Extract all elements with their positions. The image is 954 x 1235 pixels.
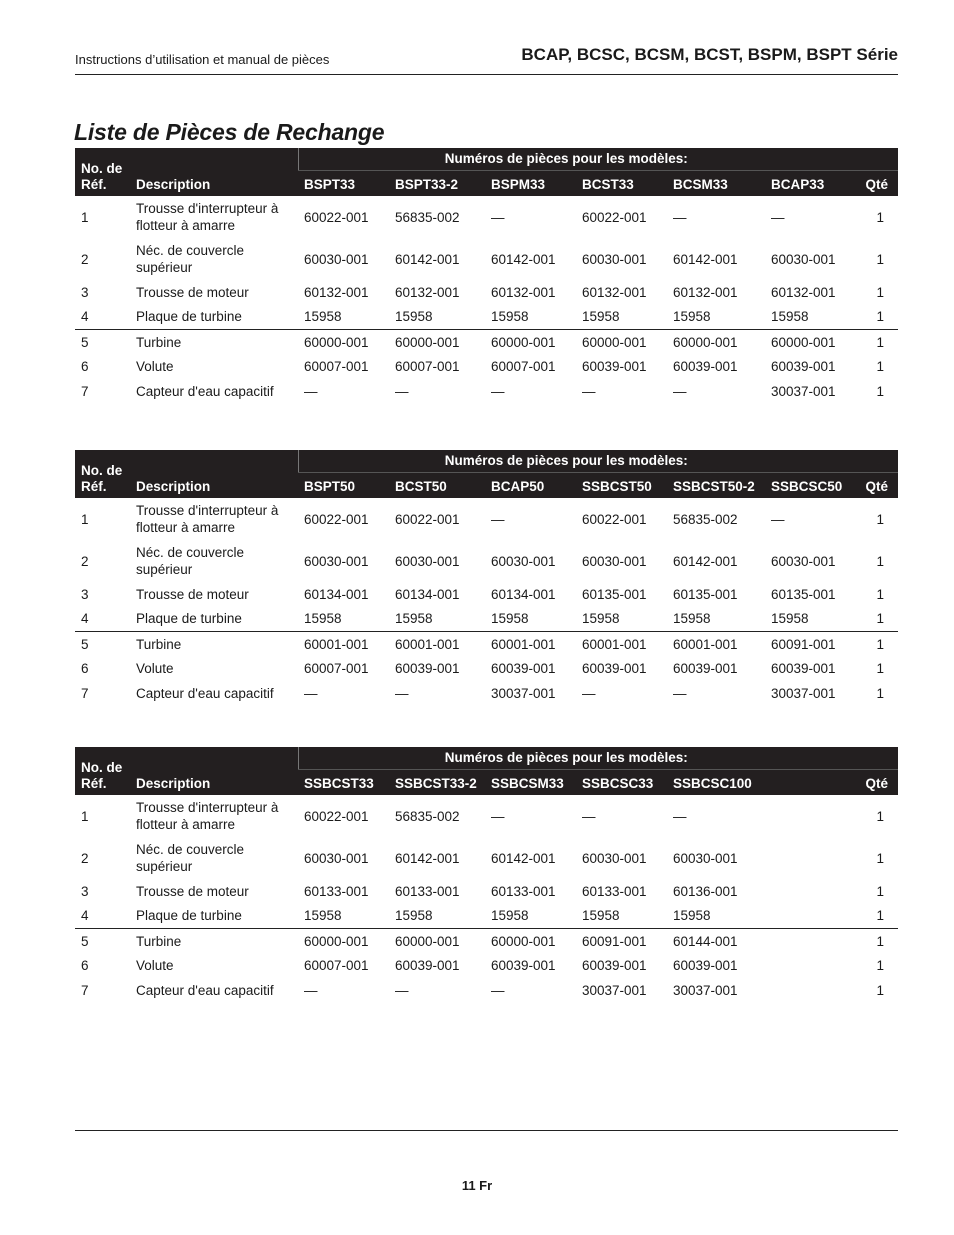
part-number-cell: 30037-001: [582, 982, 647, 998]
part-number-cell: 60039-001: [673, 958, 738, 974]
part-number-cell: 60142-001: [673, 553, 738, 569]
part-number-cell: 60039-001: [582, 958, 647, 974]
description-cell: Néc. de couvercle supérieur: [136, 545, 245, 577]
quantity-cell: 1: [876, 383, 884, 399]
model-column-header: [765, 770, 855, 796]
part-number-cell: 60144-001: [667, 929, 765, 954]
quantity-cell: 1: [876, 958, 884, 974]
model-column-header: SSBCST33-2: [389, 770, 485, 796]
ref-number-cell: 3: [81, 883, 89, 899]
part-number-cell: 30037-001: [771, 383, 836, 399]
part-number-cell: 60132-001: [395, 284, 460, 300]
quantity-cell: 1: [876, 808, 884, 824]
description-cell: Capteur d'eau capacitif: [136, 383, 274, 399]
quantity-cell: 1: [876, 661, 884, 677]
model-column-header: SSBCSC33: [576, 770, 667, 796]
quantity-cell: 1: [876, 511, 884, 527]
part-number-cell: 60134-001: [491, 586, 556, 602]
model-column-header: BCAP50: [485, 473, 576, 499]
part-number-cell: [765, 795, 855, 837]
part-number-cell: —: [304, 982, 318, 998]
part-number-cell: 60039-001: [395, 661, 460, 677]
header-divider: [75, 74, 898, 75]
model-column-header: BSPT33-2: [389, 171, 485, 197]
description-cell: Volute: [136, 958, 174, 974]
part-number-cell: 60132-001: [673, 284, 738, 300]
model-column-header: BSPM33: [485, 171, 576, 197]
part-number-cell: [765, 929, 855, 954]
part-number-cell: 60030-001: [491, 553, 556, 569]
part-number-cell: —: [673, 209, 687, 225]
table-row: [75, 607, 898, 632]
quantity-cell: 1: [876, 908, 884, 924]
part-number-cell: 60142-001: [491, 850, 556, 866]
description-cell: Capteur d'eau capacitif: [136, 982, 274, 998]
part-number-cell: 60091-001: [765, 632, 855, 657]
part-number-cell: 15958: [582, 908, 620, 924]
quantity-cell: 1: [876, 685, 884, 701]
quantity-cell: 1: [876, 883, 884, 899]
ref-header-line-2: Réf.: [81, 776, 107, 791]
part-number-cell: 60000-001: [485, 330, 576, 355]
description-cell: Volute: [136, 661, 174, 677]
part-number-cell: 60007-001: [491, 359, 556, 375]
model-column-header: SSBCSC50: [765, 473, 855, 499]
part-number-cell: 15958: [582, 309, 620, 325]
ref-header-line-1: No. de: [81, 161, 123, 176]
ref-number-cell: 1: [81, 808, 89, 824]
part-number-cell: 60000-001: [298, 929, 389, 954]
part-number-cell: [765, 837, 855, 879]
part-number-cell: 60000-001: [667, 330, 765, 355]
part-number-cell: 60001-001: [298, 632, 389, 657]
table-row: [75, 582, 898, 607]
description-cell: Néc. de couvercle supérieur: [136, 842, 245, 874]
part-number-cell: 60039-001: [673, 661, 738, 677]
part-number-cell: 60030-001: [395, 553, 460, 569]
part-number-cell: 60001-001: [576, 632, 667, 657]
quantity-cell: 1: [876, 553, 884, 569]
ref-header-line-1: No. de: [81, 463, 123, 478]
table-row: [75, 305, 898, 330]
ref-number-cell: 2: [81, 251, 89, 267]
part-number-cell: 60135-001: [771, 586, 836, 602]
quantity-cell: 1: [876, 209, 884, 225]
part-number-cell: 15958: [491, 908, 529, 924]
part-number-cell: 60135-001: [582, 586, 647, 602]
page-title: Liste de Pièces de Rechange: [74, 119, 385, 145]
part-number-cell: 60142-001: [491, 251, 556, 267]
quantity-cell: 1: [876, 309, 884, 325]
ref-number-cell: 2: [81, 553, 89, 569]
model-group-header: Numéros de pièces pour les modèles:: [298, 450, 898, 473]
part-number-cell: 60030-001: [582, 251, 647, 267]
ref-number-cell: 7: [81, 685, 89, 701]
part-number-cell: 30037-001: [771, 685, 836, 701]
parts-table-1: [75, 148, 898, 404]
ref-number-cell: 5: [75, 632, 130, 657]
part-number-cell: 60133-001: [304, 883, 369, 899]
part-number-cell: 60030-001: [771, 553, 836, 569]
model-group-header: Numéros de pièces pour les modèles:: [298, 148, 898, 171]
part-number-cell: 56835-002: [395, 209, 460, 225]
part-number-cell: 30037-001: [491, 685, 556, 701]
part-number-cell: 60134-001: [395, 586, 460, 602]
part-number-cell: 15958: [673, 908, 711, 924]
ref-number-cell: 2: [81, 850, 89, 866]
model-column-header: BCAP33: [765, 171, 855, 197]
part-number-cell: 60142-001: [395, 251, 460, 267]
part-number-cell: 60133-001: [582, 883, 647, 899]
part-number-cell: 60022-001: [582, 511, 647, 527]
ref-column-header: [75, 148, 130, 196]
part-number-cell: 60132-001: [582, 284, 647, 300]
part-number-cell: 15958: [491, 611, 529, 627]
description-cell: Trousse de moteur: [136, 586, 249, 602]
ref-number-cell: 1: [81, 511, 89, 527]
part-number-cell: 60142-001: [395, 850, 460, 866]
table-row: [75, 929, 898, 954]
part-number-cell: 60022-001: [304, 511, 369, 527]
part-number-cell: 60000-001: [765, 330, 855, 355]
part-number-cell: 15958: [582, 611, 620, 627]
ref-number-cell: 3: [81, 284, 89, 300]
quantity-cell: 1: [876, 359, 884, 375]
quantity-cell: 1: [876, 850, 884, 866]
part-number-cell: 60039-001: [491, 661, 556, 677]
table-row: [75, 238, 898, 280]
part-number-cell: 60039-001: [582, 359, 647, 375]
description-cell: Trousse d'interrupteur à flotteur à amarre: [136, 800, 279, 832]
part-number-cell: 15958: [491, 309, 529, 325]
part-number-cell: 60136-001: [673, 883, 738, 899]
part-number-cell: —: [491, 982, 505, 998]
quantity-column-header: Qté: [855, 770, 898, 796]
part-number-cell: 56835-002: [395, 808, 460, 824]
part-number-cell: —: [304, 383, 318, 399]
part-number-cell: 60030-001: [582, 553, 647, 569]
table-row: [75, 379, 898, 404]
product-series-title: BCAP, BCSC, BCSM, BCST, BSPM, BSPT Série: [521, 45, 898, 64]
quantity-cell: 1: [876, 982, 884, 998]
description-cell: Volute: [136, 359, 174, 375]
part-number-cell: 60007-001: [304, 359, 369, 375]
part-number-cell: [765, 978, 855, 1003]
part-number-cell: —: [582, 685, 596, 701]
description-cell: Plaque de turbine: [136, 908, 242, 924]
part-number-cell: [765, 904, 855, 929]
part-number-cell: 60039-001: [582, 661, 647, 677]
part-number-cell: —: [491, 383, 505, 399]
part-number-cell: 15958: [395, 611, 433, 627]
table-row: [75, 837, 898, 879]
part-number-cell: 60132-001: [304, 284, 369, 300]
quantity-cell: 1: [876, 586, 884, 602]
part-number-cell: 15958: [673, 611, 711, 627]
part-number-cell: 60030-001: [673, 850, 738, 866]
part-number-cell: 60039-001: [395, 958, 460, 974]
table-row: [75, 280, 898, 305]
model-column-header: BCSM33: [667, 171, 765, 197]
model-column-header: BCST50: [389, 473, 485, 499]
description-cell: Plaque de turbine: [136, 309, 242, 325]
table-row: [75, 540, 898, 582]
part-number-cell: 60039-001: [673, 359, 738, 375]
model-column-header: BSPT50: [298, 473, 389, 499]
part-number-cell: 30037-001: [673, 982, 738, 998]
ref-number-cell: 5: [75, 929, 130, 954]
part-number-cell: 60007-001: [304, 958, 369, 974]
quantity-cell: 1: [876, 611, 884, 627]
description-cell: Turbine: [130, 330, 298, 355]
table-row: [75, 657, 898, 682]
part-number-cell: —: [673, 383, 687, 399]
table-row: [75, 954, 898, 979]
quantity-cell: 1: [855, 929, 898, 954]
part-number-cell: —: [395, 383, 409, 399]
part-number-cell: 60000-001: [485, 929, 576, 954]
part-number-cell: —: [582, 383, 596, 399]
part-number-cell: [765, 879, 855, 904]
ref-number-cell: 6: [81, 359, 89, 375]
part-number-cell: —: [304, 685, 318, 701]
model-group-header: Numéros de pièces pour les modèles:: [298, 747, 898, 770]
part-number-cell: —: [771, 209, 785, 225]
part-number-cell: —: [771, 511, 785, 527]
table-row: [75, 498, 898, 540]
part-number-cell: 15958: [304, 611, 342, 627]
part-number-cell: 60000-001: [389, 330, 485, 355]
table-row: [75, 879, 898, 904]
table-row: [75, 196, 898, 238]
description-column-header: Description: [130, 148, 298, 196]
ref-header-line-2: Réf.: [81, 177, 107, 192]
part-number-cell: 60030-001: [582, 850, 647, 866]
table-row: [75, 978, 898, 1003]
description-column-header: Description: [130, 747, 298, 795]
part-number-cell: 15958: [304, 908, 342, 924]
part-number-cell: 60007-001: [304, 661, 369, 677]
quantity-column-header: Qté: [855, 171, 898, 197]
part-number-cell: 60133-001: [491, 883, 556, 899]
ref-number-cell: 7: [81, 982, 89, 998]
part-number-cell: 60001-001: [485, 632, 576, 657]
part-number-cell: —: [491, 808, 505, 824]
part-number-cell: 60133-001: [395, 883, 460, 899]
part-number-cell: —: [395, 982, 409, 998]
part-number-cell: 60039-001: [771, 661, 836, 677]
description-column-header: Description: [130, 450, 298, 498]
part-number-cell: 60039-001: [771, 359, 836, 375]
description-cell: Capteur d'eau capacitif: [136, 685, 274, 701]
part-number-cell: 60132-001: [771, 284, 836, 300]
part-number-cell: 60022-001: [582, 209, 647, 225]
ref-column-header: [75, 450, 130, 498]
model-column-header: BSPT33: [298, 171, 389, 197]
part-number-cell: —: [491, 511, 505, 527]
description-cell: Néc. de couvercle supérieur: [136, 243, 245, 275]
ref-number-cell: 1: [81, 209, 89, 225]
quantity-cell: 1: [876, 284, 884, 300]
quantity-cell: 1: [855, 330, 898, 355]
page-number: 11 Fr: [461, 1178, 493, 1193]
part-number-cell: 60030-001: [304, 850, 369, 866]
part-number-cell: 60135-001: [673, 586, 738, 602]
description-cell: Trousse de moteur: [136, 284, 249, 300]
part-number-cell: 60142-001: [673, 251, 738, 267]
quantity-cell: 1: [855, 632, 898, 657]
part-number-cell: 60030-001: [304, 251, 369, 267]
model-column-header: SSBCST33: [298, 770, 389, 796]
part-number-cell: —: [673, 685, 687, 701]
ref-number-cell: 5: [75, 330, 130, 355]
part-number-cell: 60030-001: [304, 553, 369, 569]
part-number-cell: 15958: [395, 908, 433, 924]
table-row: [75, 904, 898, 929]
ref-number-cell: 7: [81, 383, 89, 399]
part-number-cell: 60022-001: [304, 209, 369, 225]
part-number-cell: 60001-001: [667, 632, 765, 657]
part-number-cell: 60039-001: [491, 958, 556, 974]
model-column-header: SSBCST50-2: [667, 473, 765, 499]
part-number-cell: 60132-001: [491, 284, 556, 300]
ref-column-header: [75, 747, 130, 795]
ref-number-cell: 4: [81, 908, 89, 924]
model-column-header: BCST33: [576, 171, 667, 197]
model-column-header: SSBCST50: [576, 473, 667, 499]
table-row: [75, 795, 898, 837]
part-number-cell: —: [491, 209, 505, 225]
part-number-cell: 60022-001: [395, 511, 460, 527]
document-header-title: Instructions d’utilisation et manual de pièces: [75, 52, 330, 67]
description-cell: Trousse d'interrupteur à flotteur à amarre: [136, 503, 279, 535]
model-column-header: SSBCSM33: [485, 770, 576, 796]
table-row: [75, 681, 898, 706]
part-number-cell: 56835-002: [673, 511, 738, 527]
ref-number-cell: 6: [81, 958, 89, 974]
part-number-cell: —: [582, 808, 596, 824]
ref-header-line-2: Réf.: [81, 479, 107, 494]
description-cell: Turbine: [130, 632, 298, 657]
part-number-cell: 15958: [771, 309, 809, 325]
parts-table-3: [75, 747, 898, 1003]
description-cell: Trousse de moteur: [136, 883, 249, 899]
table-row: [75, 632, 898, 657]
description-cell: Turbine: [130, 929, 298, 954]
footer-divider: [75, 1130, 898, 1131]
part-number-cell: 15958: [673, 309, 711, 325]
part-number-cell: 15958: [304, 309, 342, 325]
part-number-cell: 60000-001: [576, 330, 667, 355]
part-number-cell: 60007-001: [395, 359, 460, 375]
part-number-cell: 15958: [771, 611, 809, 627]
part-number-cell: 60000-001: [298, 330, 389, 355]
part-number-cell: [765, 954, 855, 979]
part-number-cell: 60001-001: [389, 632, 485, 657]
description-cell: Trousse d'interrupteur à flotteur à amarre: [136, 201, 279, 233]
table-row: [75, 355, 898, 380]
part-number-cell: —: [395, 685, 409, 701]
part-number-cell: 60022-001: [304, 808, 369, 824]
part-number-cell: 60134-001: [304, 586, 369, 602]
quantity-cell: 1: [876, 251, 884, 267]
ref-number-cell: 4: [81, 309, 89, 325]
ref-header-line-1: No. de: [81, 760, 123, 775]
part-number-cell: —: [673, 808, 687, 824]
part-number-cell: 60091-001: [576, 929, 667, 954]
part-number-cell: 15958: [395, 309, 433, 325]
description-cell: Plaque de turbine: [136, 611, 242, 627]
part-number-cell: 60030-001: [771, 251, 836, 267]
part-number-cell: 60000-001: [389, 929, 485, 954]
ref-number-cell: 4: [81, 611, 89, 627]
ref-number-cell: 3: [81, 586, 89, 602]
model-column-header: SSBCSC100: [667, 770, 765, 796]
parts-table-2: [75, 450, 898, 706]
ref-number-cell: 6: [81, 661, 89, 677]
table-row: [75, 330, 898, 355]
quantity-column-header: Qté: [855, 473, 898, 499]
